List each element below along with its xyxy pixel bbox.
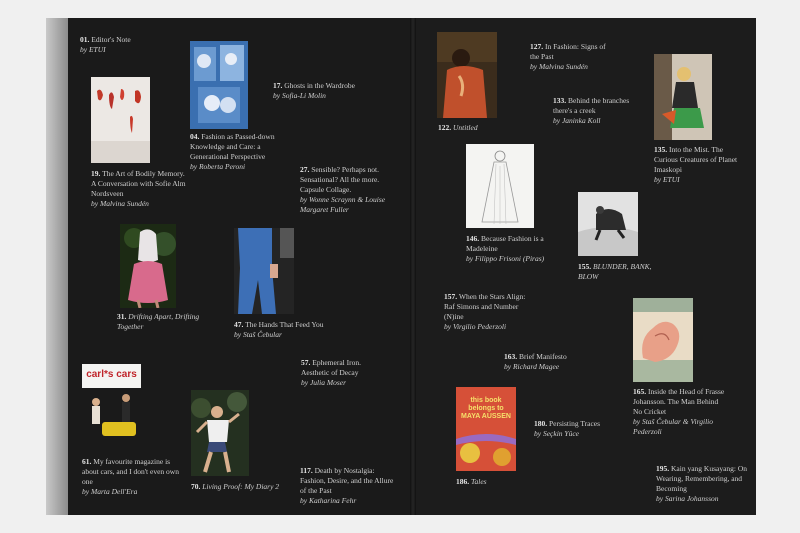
binding-shadow [46, 18, 68, 515]
entry-number: 186. [456, 477, 470, 486]
entry-author: by Katharina Fehr [300, 496, 357, 505]
toc-entry[interactable] [300, 165, 400, 215]
entry-author: by Malvina Sundén [91, 199, 149, 208]
entry-author: by Wonne Scraynn & Louise Margaret Fuller [300, 195, 386, 214]
entry-author: by Roberta Peroni [190, 162, 246, 171]
toc-entry[interactable] [117, 312, 209, 332]
entry-number: 165. [633, 387, 647, 396]
photo-untitled [437, 32, 497, 118]
entry-number: 157. [444, 292, 458, 301]
dancing-woman-graphic [191, 390, 249, 476]
entry-number: 57. [301, 358, 311, 367]
toc-entry[interactable] [530, 42, 612, 72]
toc-entry[interactable] [80, 35, 180, 55]
toc-entry[interactable] [656, 464, 750, 504]
entry-title: Death by Nostalgia: Fashion, Desire, and the Allure of the Past [300, 466, 394, 495]
entry-title: Inside the Head of Frasse Johansson. The Man Behind No Cricket [633, 387, 725, 416]
entry-number: 146. [466, 234, 480, 243]
entry-title: Because Fashion is a Madeleine [466, 234, 544, 253]
entry-title: My favourite magazine is about cars, and I don't even own one [82, 457, 179, 486]
veiled-figure-graphic [120, 224, 176, 308]
entry-author: by Sarina Johansson [656, 494, 719, 503]
toc-entry[interactable] [534, 419, 614, 439]
entry-title: Kain yang Kusayang: On Wearing, Remembering, and Becoming [656, 464, 748, 493]
two-people-car-graphic [82, 388, 141, 451]
photo-carls-cars [82, 364, 141, 451]
entry-title: Into the Mist. The Curious Creatures of Planet Imaskopi [654, 145, 738, 174]
entry-number: 31. [117, 312, 127, 321]
entry-number: 61. [82, 457, 92, 466]
entry-title: Living Proof: My Diary 2 [202, 482, 280, 491]
entry-number: 135. [654, 145, 668, 154]
toc-entry[interactable] [456, 477, 526, 487]
colourful-outfit-graphic [654, 54, 712, 140]
entry-title: Brief Manifesto [519, 352, 567, 361]
photo-drifting [120, 224, 176, 308]
toc-entry[interactable] [438, 123, 518, 133]
crouching-figure-graphic [578, 192, 638, 256]
toc-entry[interactable] [578, 262, 670, 282]
toc-entry[interactable] [553, 96, 635, 126]
entry-title: Behind the branches there's a creek [553, 96, 630, 115]
entry-title: Ghosts in the Wardrobe [284, 81, 355, 90]
entry-author: by Virgilio Pederzoli [444, 322, 507, 331]
book-cover-text: this book belongs to MAYA AUSSEN [461, 397, 511, 420]
entry-number: 01. [80, 35, 90, 44]
toc-entry[interactable] [301, 358, 381, 388]
toc-entry[interactable] [190, 132, 282, 172]
entry-number: 133. [553, 96, 567, 105]
entry-number: 70. [191, 482, 201, 491]
entry-title: BLUNDER, BANK, BLOW [578, 262, 652, 281]
entry-number: 19. [91, 169, 101, 178]
entry-author: by Marta Dell'Era [82, 487, 138, 496]
toc-entry[interactable] [82, 457, 182, 497]
entry-title: Sensible? Perhaps not. Sensational? All the more. Capsule Collage. [300, 165, 380, 194]
cyanotype-portraits-graphic [190, 41, 248, 129]
toc-entry[interactable] [273, 81, 383, 101]
photo-living-proof [191, 390, 249, 476]
entry-number: 122. [438, 123, 452, 132]
entry-number: 17. [273, 81, 283, 90]
entry-title: Tales [471, 477, 487, 486]
entry-title: Editor's Note [91, 35, 131, 44]
red-sculptures-graphic [91, 77, 150, 163]
photo-frasse [633, 298, 693, 382]
photo-bodily-memory [91, 77, 150, 163]
entry-author: by ETUI [654, 175, 680, 184]
blue-workwear-graphic [234, 228, 294, 314]
entry-title: In Fashion: Signs of the Past [530, 42, 606, 61]
entry-number: 180. [534, 419, 548, 428]
entry-author: by Julia Moser [301, 378, 346, 387]
entry-author: by Seçkin Yüce [534, 429, 579, 438]
entry-number: 117. [300, 466, 313, 475]
toc-entry[interactable] [633, 387, 729, 437]
photo-blunder [578, 192, 638, 256]
entry-number: 47. [234, 320, 244, 329]
page-gutter [410, 18, 416, 515]
entry-title: Ephemeral Iron. Aesthetic of Decay [301, 358, 361, 377]
gown-sketch-graphic [466, 144, 534, 228]
entry-number: 163. [504, 352, 518, 361]
entry-title: When the Stars Align: Raf Simons and Number (N)ine [444, 292, 526, 321]
entry-number: 155. [578, 262, 592, 271]
entry-author: by Filippo Frisoni (Piras) [466, 254, 545, 263]
entry-author: by Staš Čebular & Virgilio Pederzoli [633, 417, 713, 436]
photo-hands-feed [234, 228, 294, 314]
entry-title: The Art of Bodily Memory. A Conversation with Sofie Alm Nordsveen [91, 169, 186, 198]
entry-author: by ETUI [80, 45, 106, 54]
entry-author: by Richard Magee [504, 362, 560, 371]
entry-title: Untitled [453, 123, 478, 132]
entry-number: 04. [190, 132, 200, 141]
toc-entry[interactable] [444, 292, 534, 332]
entry-title: The Hands That Feed You [245, 320, 324, 329]
photo-tales [456, 387, 516, 471]
entry-title: Drifting Apart, Drifting Together [117, 312, 200, 331]
toc-entry[interactable] [191, 482, 291, 492]
entry-title: Fashion as Passed-down Knowledge and Care: a Generational Perspective [190, 132, 275, 161]
toc-entry[interactable] [234, 320, 324, 340]
photo-madeleine [466, 144, 534, 228]
toc-entry[interactable] [300, 466, 394, 506]
toc-entry[interactable] [466, 234, 556, 264]
photo-generational [190, 41, 248, 129]
entry-number: 27. [300, 165, 310, 174]
entry-author: by Janinka Koll [553, 116, 601, 125]
entry-author: by Sofia-Li Molin [273, 91, 326, 100]
carls-cars-sign: carl*s cars [82, 364, 141, 388]
toc-entry[interactable] [654, 145, 746, 185]
hand-illustration-graphic [633, 298, 693, 382]
entry-author: by Malvina Sundén [530, 62, 588, 71]
entry-number: 195. [656, 464, 670, 473]
photo-into-the-mist [654, 54, 712, 140]
entry-author: by Staš Čebular [234, 330, 282, 339]
toc-entry[interactable] [504, 352, 588, 372]
kimono-figure-graphic [437, 32, 497, 118]
entry-number: 127. [530, 42, 544, 51]
toc-entry[interactable] [91, 169, 187, 209]
entry-title: Persisting Traces [549, 419, 601, 428]
